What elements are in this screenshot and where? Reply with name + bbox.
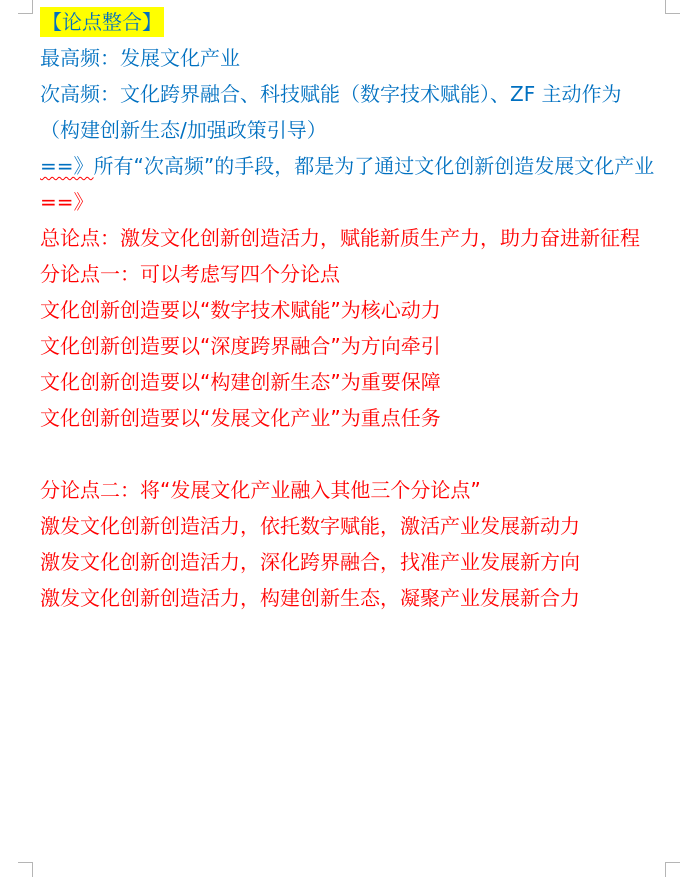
- sub-point-two-heading: 分论点二：将“发展文化产业融入其他三个分论点”: [40, 478, 481, 502]
- conclusion-arrow: ==》: [40, 154, 94, 178]
- blank-line: [40, 436, 660, 472]
- document-body[interactable]: [40, 4, 660, 616]
- margin-corner-mark: [18, 0, 33, 14]
- document-title: 【论点整合】: [40, 7, 164, 37]
- second-frequency-line: 次高频：文化跨界融合、科技赋能（数字技术赋能）、ZF 主动作为（构建创新生态/加强政策引导）: [40, 82, 622, 142]
- sub-point-two-item: 激发文化创新创造活力，依托数字赋能，激活产业发展新动力: [40, 514, 580, 538]
- sub-point-two-item: 激发文化创新创造活力，深化跨界融合，找准产业发展新方向: [40, 550, 580, 574]
- margin-corner-mark: [665, 0, 680, 14]
- arrow-line: ==》: [40, 190, 94, 214]
- sub-point-two-item: 激发文化创新创造活力，构建创新生态，凝聚产业发展新合力: [40, 586, 580, 610]
- conclusion-line: [40, 148, 660, 184]
- highest-frequency-line: 最高频：发展文化产业: [40, 46, 240, 70]
- conclusion-text: 所有“次高频”的手段，都是为了通过文化创新创造发展文化产业: [93, 154, 655, 178]
- main-point-line: 总论点：激发文化创新创造活力，赋能新质生产力，助力奋进新征程: [40, 226, 640, 250]
- sub-point-one-item: 文化创新创造要以“构建创新生态”为重要保障: [40, 370, 441, 394]
- sub-point-one-item: 文化创新创造要以“数字技术赋能”为核心动力: [40, 298, 441, 322]
- sub-point-one-item: 文化创新创造要以“发展文化产业”为重点任务: [40, 406, 441, 430]
- sub-point-one-item: 文化创新创造要以“深度跨界融合”为方向牵引: [40, 334, 441, 358]
- sub-point-one-heading: 分论点一：可以考虑写四个分论点: [40, 262, 340, 286]
- title-line: [40, 4, 660, 40]
